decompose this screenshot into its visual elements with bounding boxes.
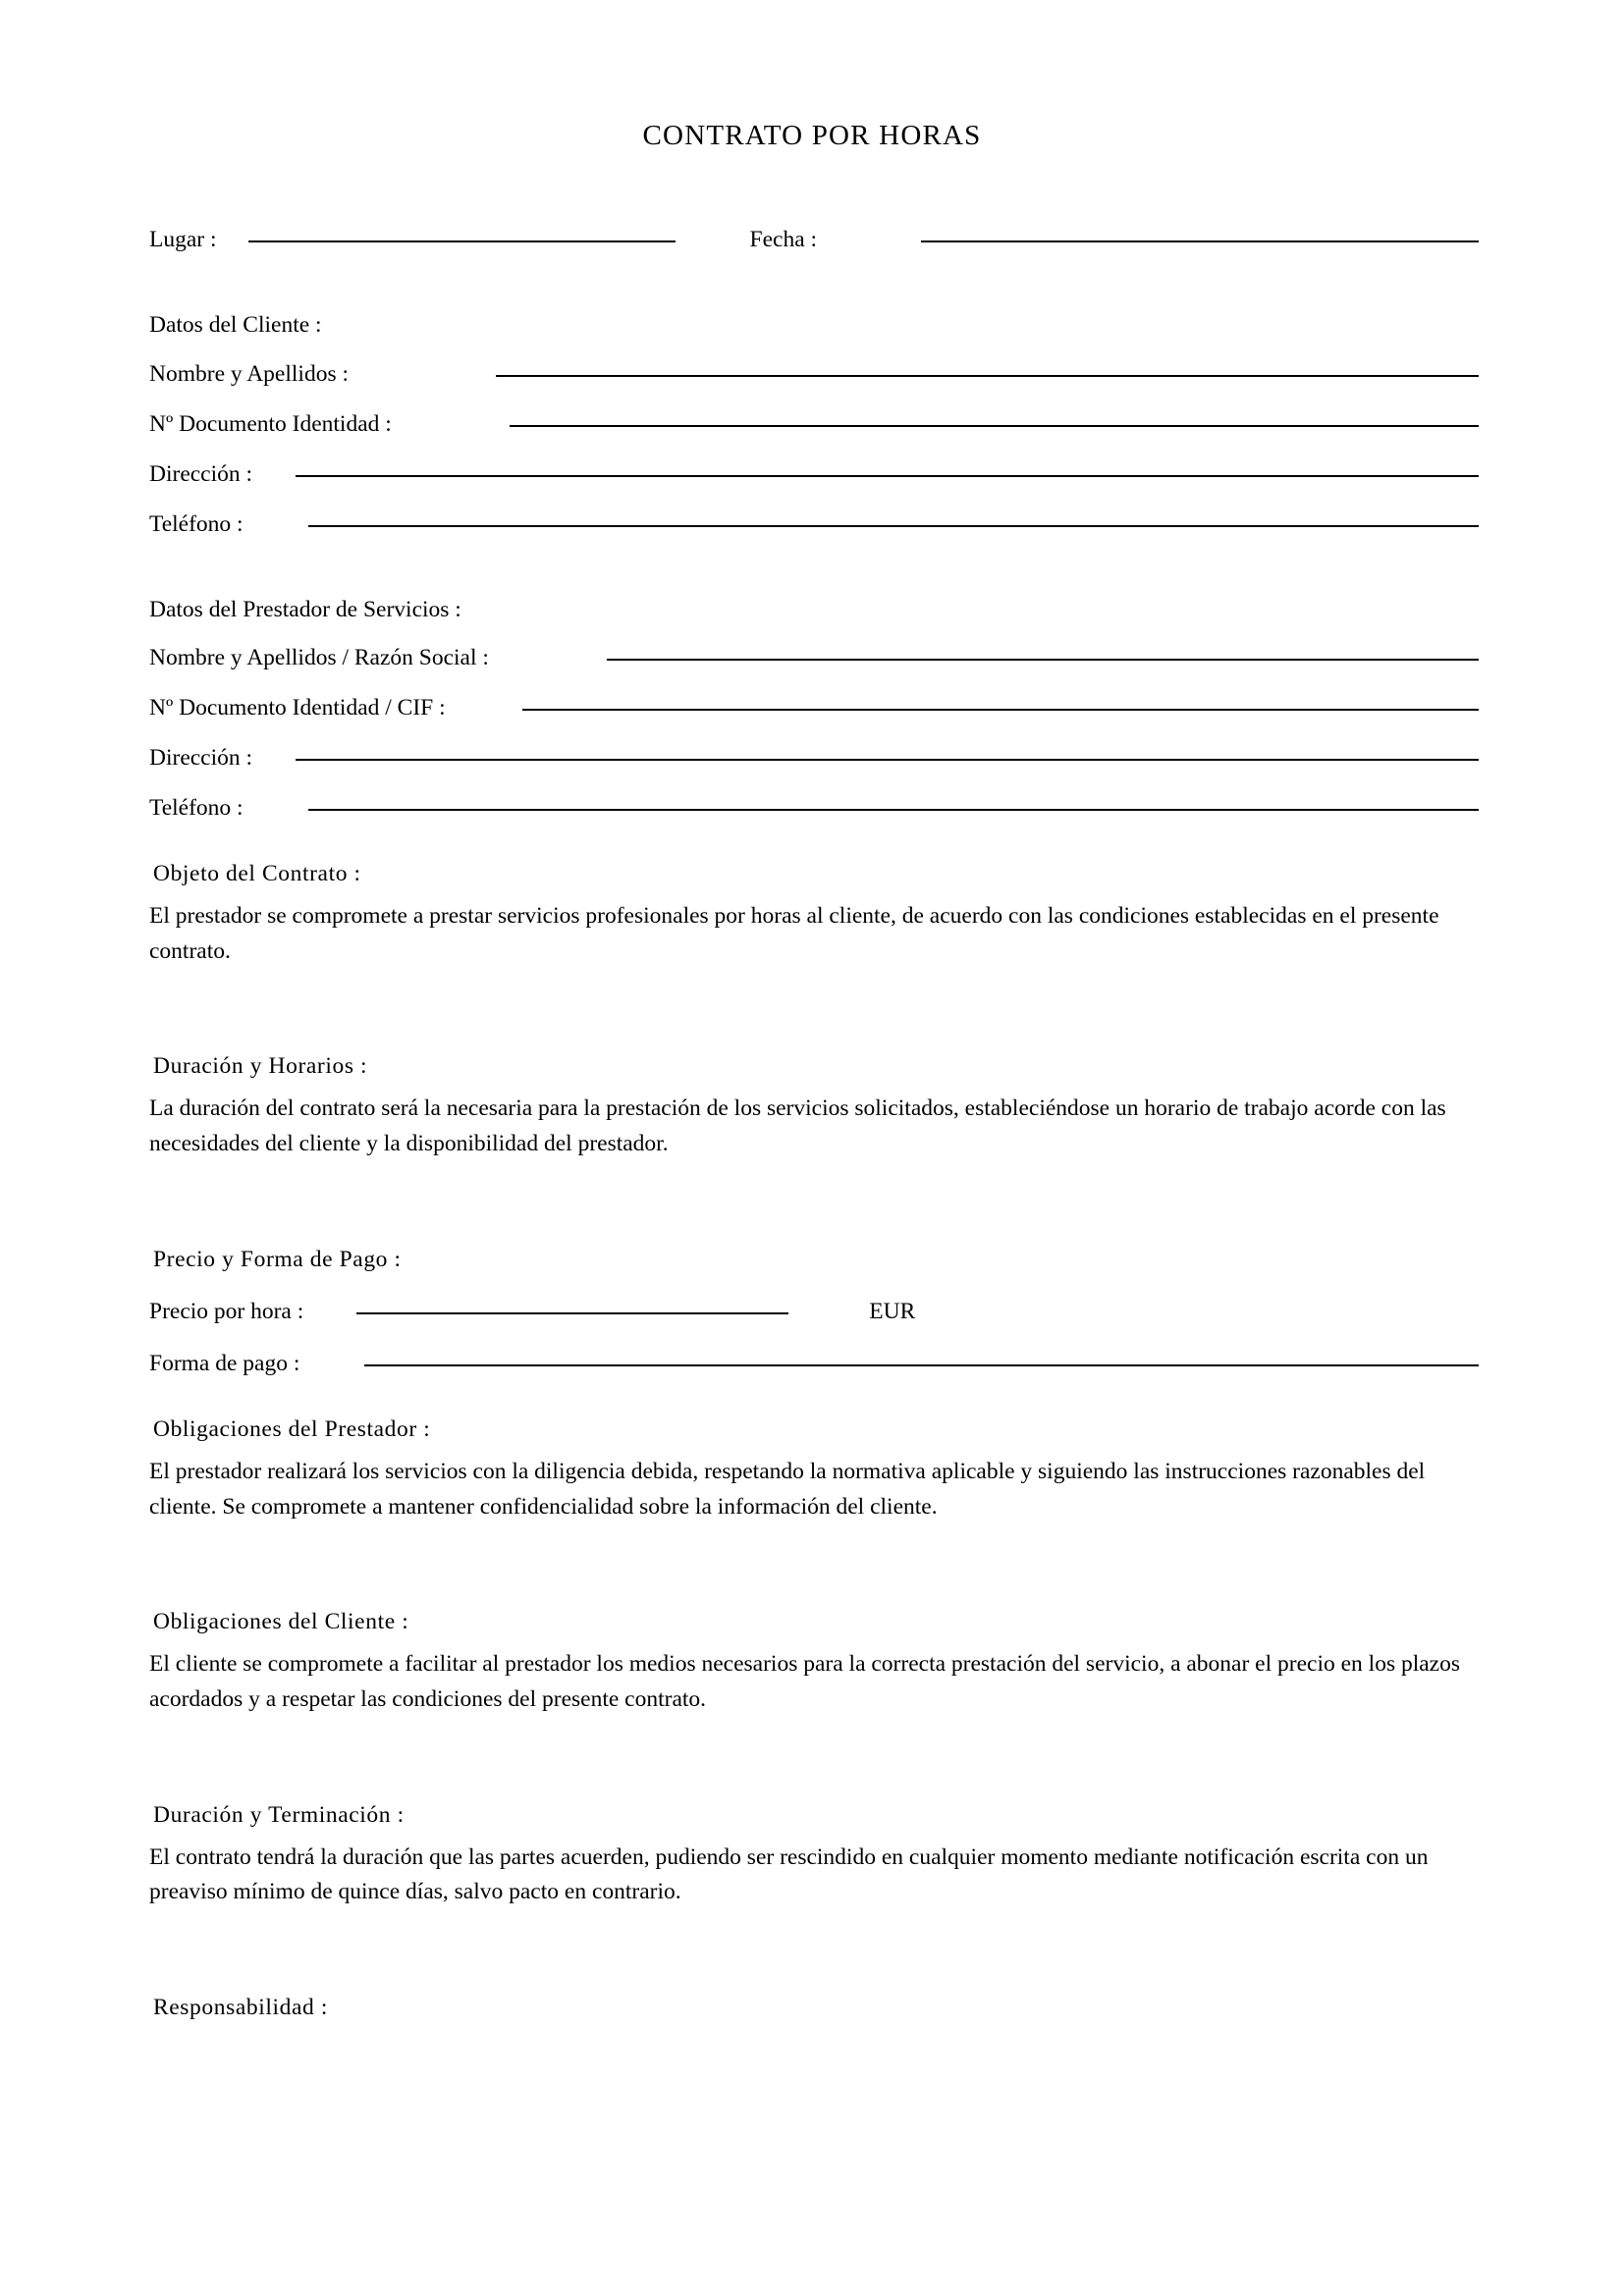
fecha-label: Fecha : [749,227,818,252]
section-heading-responsabilidad: Responsabilidad : [153,1995,328,2021]
lugar-input-line[interactable] [248,240,676,242]
client-name-row [149,361,1479,388]
provider-id-label: Nº Documento Identidad / CIF : [149,695,446,721]
provider-phone-row [149,795,1479,822]
lugar-label: Lugar : [149,227,217,252]
section-heading-objeto: Objeto del Contrato : [153,861,361,886]
client-phone-row [149,511,1479,538]
fecha-input-line[interactable] [921,240,1479,242]
section-heading-duracion-horarios: Duración y Horarios : [153,1053,368,1080]
price-per-hour-input-line[interactable] [356,1312,788,1314]
section-heading-duracion-terminacion: Duración y Terminación : [153,1801,405,1828]
provider-address-row [149,745,1479,772]
provider-name-label: Nombre y Apellidos / Razón Social : [149,645,489,670]
provider-phone-label: Teléfono : [149,795,244,821]
client-name-label: Nombre y Apellidos : [149,360,349,387]
provider-phone-input-line[interactable] [308,809,1479,811]
client-address-input-line[interactable] [296,475,1479,477]
provider-address-input-line[interactable] [296,759,1479,761]
payment-method-input-line[interactable] [364,1364,1479,1366]
price-per-hour-label: Precio por hora : [149,1298,304,1324]
client-id-input-line[interactable] [510,425,1479,427]
payment-method-row [149,1351,1479,1377]
section-body-duracion-terminacion: El contrato tendrá la duración que las partes acuerden, pudiendo ser rescindido en cualquier momento mediante notificación escrita con un preaviso mínimo de quince días, salvo pacto en contrario. [149,1843,1429,1905]
section-body-objeto: El prestador se compromete a prestar servicios profesionales por horas al cliente, de acuerdo con las condiciones establecidas en el presente contrato. [149,903,1439,964]
payment-method-label: Forma de pago : [149,1350,300,1376]
client-id-label: Nº Documento Identidad : [149,410,392,437]
provider-name-row [149,645,1479,671]
client-phone-label: Teléfono : [149,510,244,537]
client-phone-input-line[interactable] [308,525,1479,527]
client-address-row [149,461,1479,488]
page-title: CONTRATO POR HORAS [642,120,982,151]
client-name-input-line[interactable] [496,375,1479,377]
client-block-heading: Datos del Cliente : [149,312,322,338]
section-heading-precio: Precio y Forma de Pago : [153,1246,402,1272]
provider-id-input-line[interactable] [522,709,1479,711]
provider-block-heading: Datos del Prestador de Servicios : [149,596,461,622]
section-body-obligaciones-cliente: El cliente se compromete a facilitar al prestador los medios necesarios para la correcta prestación del servicio, a abonar el precio en los plazos acordados y a respetar las condiciones del presente contrato. [149,1651,1461,1713]
place-date-row [149,152,1479,253]
client-id-row [149,411,1479,438]
provider-id-row [149,695,1479,721]
price-per-hour-row [149,1299,1479,1325]
section-heading-obligaciones-prestador: Obligaciones del Prestador : [153,1415,431,1442]
section-body-duracion-horarios: La duración del contrato será la necesaria para la prestación de los servicios solicitados, estableciéndose un horario de trabajo acorde con las necesidades del cliente y la disponibilidad del prestador. [149,1095,1446,1157]
currency-label: EUR [869,1298,916,1324]
section-body-obligaciones-prestador: El prestador realizará los servicios con la diligencia debida, respetando la normativa aplicable y siguiendo las instrucciones razonables del cliente. Se compromete a mantener confidencialidad sobre la información del cliente. [149,1458,1426,1520]
provider-name-input-line[interactable] [607,659,1479,661]
provider-address-label: Dirección : [149,745,253,771]
document-content [0,152,1624,2021]
section-heading-obligaciones-cliente: Obligaciones del Cliente : [153,1609,409,1635]
client-address-label: Dirección : [149,460,253,487]
